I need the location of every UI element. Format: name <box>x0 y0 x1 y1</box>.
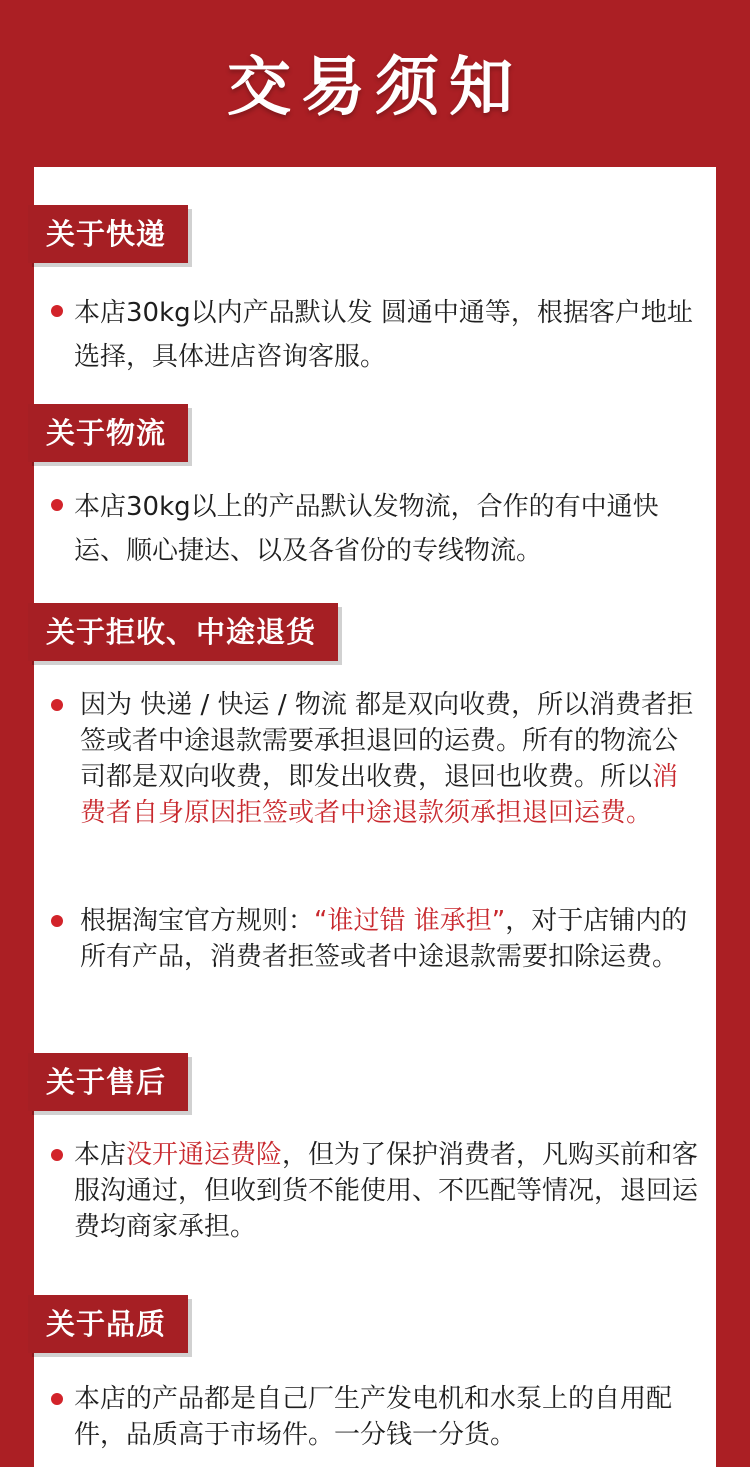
bullet-dot <box>51 499 63 511</box>
refusal-highlight: 消费者自身原因拒签或者中途退款须承担退回运费。 <box>80 762 679 828</box>
section-text-quality: 本店的产品都是自己厂生产发电机和水泵上的自用配件，品质高于市场件。一分钱一分货。 <box>74 1384 673 1450</box>
bullet-dot <box>51 915 63 927</box>
page-title: 交易须知 <box>227 51 523 125</box>
bullet-dot <box>51 305 63 317</box>
notice-card <box>34 167 716 1467</box>
section-text-aftersales <box>74 1137 702 1245</box>
rule-text: 根据淘宝官方规则： <box>80 906 315 936</box>
section-heading-express: 关于快递 <box>28 205 188 263</box>
section-text-logistics: 本店30kg以上的产品默认发物流，合作的有中通快运、顺心捷达、以及各省份的专线物流。 <box>74 492 659 566</box>
rule-highlight: “谁过错 谁承担” <box>314 906 506 936</box>
aftersales-text: 本店 <box>74 1140 127 1170</box>
section-text-refusal-1 <box>80 687 702 831</box>
section-heading-refusal: 关于拒收、中途退货 <box>28 603 338 661</box>
section-text-express: 本店30kg以内产品默认发 圆通中通等，根据客户地址选择，具体进店咨询客服。 <box>74 298 693 372</box>
section-text-refusal-2 <box>80 903 702 975</box>
aftersales-text-after: ，但为了保护消费者，凡购买前和客服沟通过，但收到货不能使用、不匹配等情况，退回运费均商家承担。 <box>74 1140 699 1242</box>
aftersales-highlight: 没开通运费险 <box>126 1140 283 1170</box>
bullet-dot <box>51 1393 63 1405</box>
bullet-dot <box>51 699 63 711</box>
section-heading-quality: 关于品质 <box>28 1295 188 1353</box>
section-heading-logistics: 关于物流 <box>28 404 188 462</box>
rule-text-after: ，对于店铺内的所有产品，消费者拒签或者中途退款需要扣除运费。 <box>80 906 688 972</box>
section-heading-aftersales: 关于售后 <box>28 1053 188 1111</box>
refusal-text: 因为 快递 / 快运 / 物流 都是双向收费，所以消费者拒签或者中途退款需要承担退回的运费。所有的物流公司都是双向收费，即发出收费，退回也收费。所以 <box>80 690 694 792</box>
bullet-dot <box>51 1149 63 1161</box>
